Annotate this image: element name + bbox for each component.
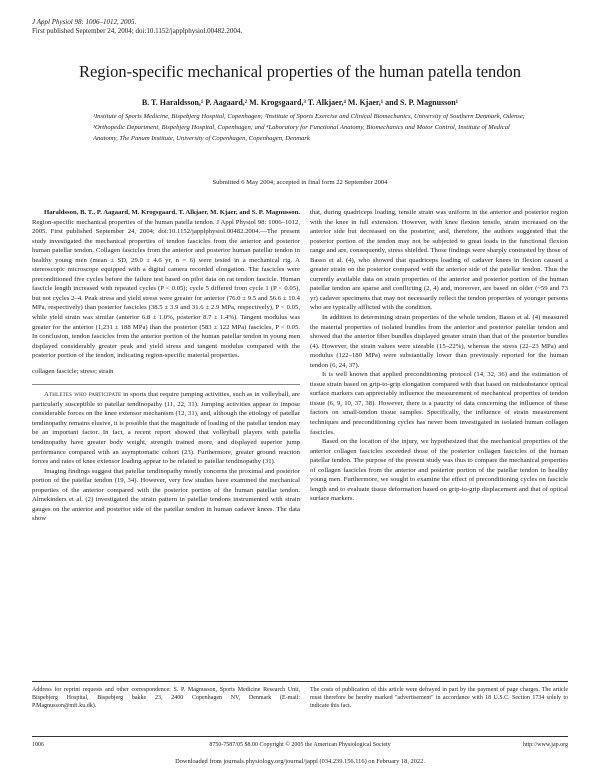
abstract-divider bbox=[32, 384, 300, 385]
cost-footnote: The costs of publication of this article were defrayed in part by the payment of page charges. The article must therefore be hereby marked "advertisement" in accordance with 18 U.S.C. Section 1734 solely to indicate this fact. bbox=[310, 687, 568, 709]
footnote-divider bbox=[32, 681, 568, 682]
page-number: 1006 bbox=[32, 742, 44, 748]
right-paragraph-1: that, during quadriceps loading, tensile strain was uniform in the anterior and posterior region with the knee in full extension. However, with knee flexion tensile, strain increased on the anterior side but decreased on the posterior, and, therefore, the authors suggested that the posterior portion of the tendon may not be subjected to great loads in the functional flexion range and are, consequently, stress shielded. Those findings were sharply contrasted by those of Basso et al. (4), who showed that quadriceps loading of cadaver knees in flexion caused a greater strain on the posterior compared with the anterior side of the patellar tendon. Thus the currently available data on strain properties of the anterior and posterior portion of the human patellar tendon are sparse and conflicting (2, 4) and, moreover, are based on older (~59 and 73 yr) cadaver specimens that may not necessarily reflect the tendon properties of younger persons who are typically afflicted with the condition. bbox=[310, 209, 568, 312]
abstract-body: The present study investigated the mechanical properties of tendon fascicles from the anterior and posterior human patellar tendon. Collagen fascicles from the anterior and posterior human patellar tendon in healthy young men (mean ± SD, 29.0 ± 4.6 yr, n = 6) were tested in a mechanical rig. A stereoscopic microscope equipped with a digital camera recorded elongation. The fascicles were preconditioned five cycles before the failure test based on pilot data on rat tendon fascicle. Human fascicle length increased with repeated cycles (P < 0.05); cycle 5 differed from cycle 1 (P < 0.05), but not cycles 2–4. Peak stress and yield stress were greater for anterior (76.0 ± 9.5 and 56.6 ± 10.4 MPa, respectively) than posterior fascicles (38.5 ± 3.9 and 31.6 ± 2.9 MPa, respectively), P < 0.05, while yield strain was similar (anterior 6.8 ± 1.0%, posterior 8.7 ± 1.4%). Tangent modulus was greater for the anterior (1,231 ± 188 MPa) than the posterior (583 ± 122 MPa) fascicles, P < 0.05. In conclusion, tendon fascicles from the anterior portion of the human patellar tendon in young men displayed considerably greater peak and yield stress and tangent modulus compared with the posterior portion of the tendon, indicating region-specific material properties. bbox=[32, 228, 300, 360]
author-list: B. T. Haraldsson,¹ P. Aagaard,² M. Krogsgaard,³ T. Alkjaer,⁴ M. Kjaer,¹ and S. P. Magnusson¹ bbox=[141, 98, 459, 107]
keywords: collagen fascicle; stress; strain bbox=[32, 367, 114, 375]
submission-dates: Submitted 6 May 2004; accepted in final form 22 September 2004 bbox=[212, 179, 388, 186]
right-paragraph-2: In addition to determining strain properties of the whole tendon, Basso et al. (4) measured the material properties of isolated bundles from the anterior and posterior patellar tendon and showed that the anterior fiber bundles displayed greater strain than that of the posterior bundles (4). However, the strain values were sizeable (15–22%), whereas the stress (22–23 MPa) and modulus (122–180 MPa) were substantially lower than previously reported for the human tendon (6, 24, 37). bbox=[310, 314, 568, 369]
copyright-line: 8750-7587/05 $8.00 Copyright © 2005 the American Physiological Society bbox=[209, 742, 391, 748]
affiliations: ¹Institute of Sports Medicine, Bispebjerg Hospital, Copenhagen; ²Institute of Sports Exercise and Clinical Biomechanics, University of Southern Denmark, Odense; ³Orthopedic Department, Bispebjerg Hospital, Copenhagen; and ⁴Laboratory for Functional Anatomy, Biomechanics and Motor Control, Institute of Medical Anatomy, The Panum Institute, University of Copenhagen, Copenhagen, Denmark bbox=[93, 113, 525, 142]
abstract-authors: Haraldsson, B. T., P. Aagaard, M. Krogsgaard, T. Alkjaer, M. Kjaer, and S. P. Magnusson. bbox=[44, 209, 300, 216]
abstract bbox=[32, 208, 300, 361]
article-title: Region-specific mechanical properties of the human patella tendon bbox=[78, 62, 522, 81]
intro-p1-text: in sports that require jumping activities, such as in volleyball, are particularly susceptible to patellar tendinopathy (11, 22, 31). Jumping activities appear to impose considerable forces on the knee extensor mechanism (12, 31), and, although the etiology of patellar tendinopathy remains elusive, it is possible that the magnitude of loading of the patellar tendon may be an important factor. In fact, a recent report showed that volleyball players with patella tendinopathy have greater body weight, strength trained more, and displayed superior jump performance compared with an asymptomatic cohort (23). Furthermore, greater ground reaction forces and rates of knee extensor loading appear to be related to patellar tendinopathy (31). bbox=[32, 391, 300, 466]
footer-divider bbox=[32, 736, 568, 737]
publication-info: First published September 24, 2004; doi:10.1152/japplphysiol.00482.2004. bbox=[32, 27, 243, 35]
left-column bbox=[32, 208, 300, 524]
download-note: Downloaded from journals.physiology.org/journal/jappl (034.239.156.116) on February 18, 2022. bbox=[175, 758, 425, 765]
right-paragraph-4: Based on the location of the injury, we hypothesized that the mechanical properties of the anterior collagen fascicles exceeded those of the posterior collagen fascicles of the human patellar tendon. The purpose of the present study was thus to compare the mechanical properties of collagen fascicles from the anterior and posterior portion of the patellar tendon in healthy young men. Furthermore, we sought to examine the effect of preconditioning cycles on fascicle length and to evaluate tissue deformation based on grip-to-grip displacement and that of optical surface markers. bbox=[310, 438, 568, 503]
correspondence-footnote: Address for reprint requests and other correspondence: S. P. Magnusson, Sports Medicine Research Unit, Bispebjerg Hospital, Bispebjerg bakke 23, 2400 Copenhagen NV, Denmark (E-mail: P.Magnusson@mfi.ku.dk). bbox=[32, 687, 300, 709]
intro-paragraph-2: Imaging findings suggest that patellar tendinopathy mostly concerns the proximal and posterior portion of the patellar tendon (19, 34). However, very few studies have examined the mechanical properties of the anterior compared with the posterior portion of the human patellar tendon. Almekinders et al. (2) investigated the strain pattern in patellar tendons instrumented with strain gauges on the anterior and posterior side of the patellar tendon in human cadaver knees. The data show bbox=[32, 467, 300, 523]
journal-reference: J Appl Physiol 98: 1006–1012, 2005. bbox=[32, 18, 137, 26]
intro-paragraph-1 bbox=[32, 390, 300, 466]
journal-url[interactable]: http://www.jap.org bbox=[522, 742, 568, 748]
intro-lead: Athletes who participate bbox=[44, 391, 122, 399]
abstract-citation: Region-specific mechanical properties of the human patella tendon. J Appl Physiol 98: 1006–1012, 2005. First published September 24, 2004; doi:10.1152/japplphysiol.00482.2004.— bbox=[32, 218, 300, 236]
right-column bbox=[310, 208, 568, 504]
right-paragraph-3: It is well known that applied preconditioning protocol (14, 32, 36) and the estimation of tissue strain based on grip-to-grip elongation compared with that based on midsubstance optical surface markers can appreciably influence the measurement of mechanical properties of tendon tissue (6, 9, 10, 37, 38). However, there is a paucity of data concerning the influence of these factors on small-tendon tissue samples. Specifically, the influence of strain measurement techniques and preconditioning cycles has never been investigated in isolated human collagen fascicles. bbox=[310, 371, 568, 436]
